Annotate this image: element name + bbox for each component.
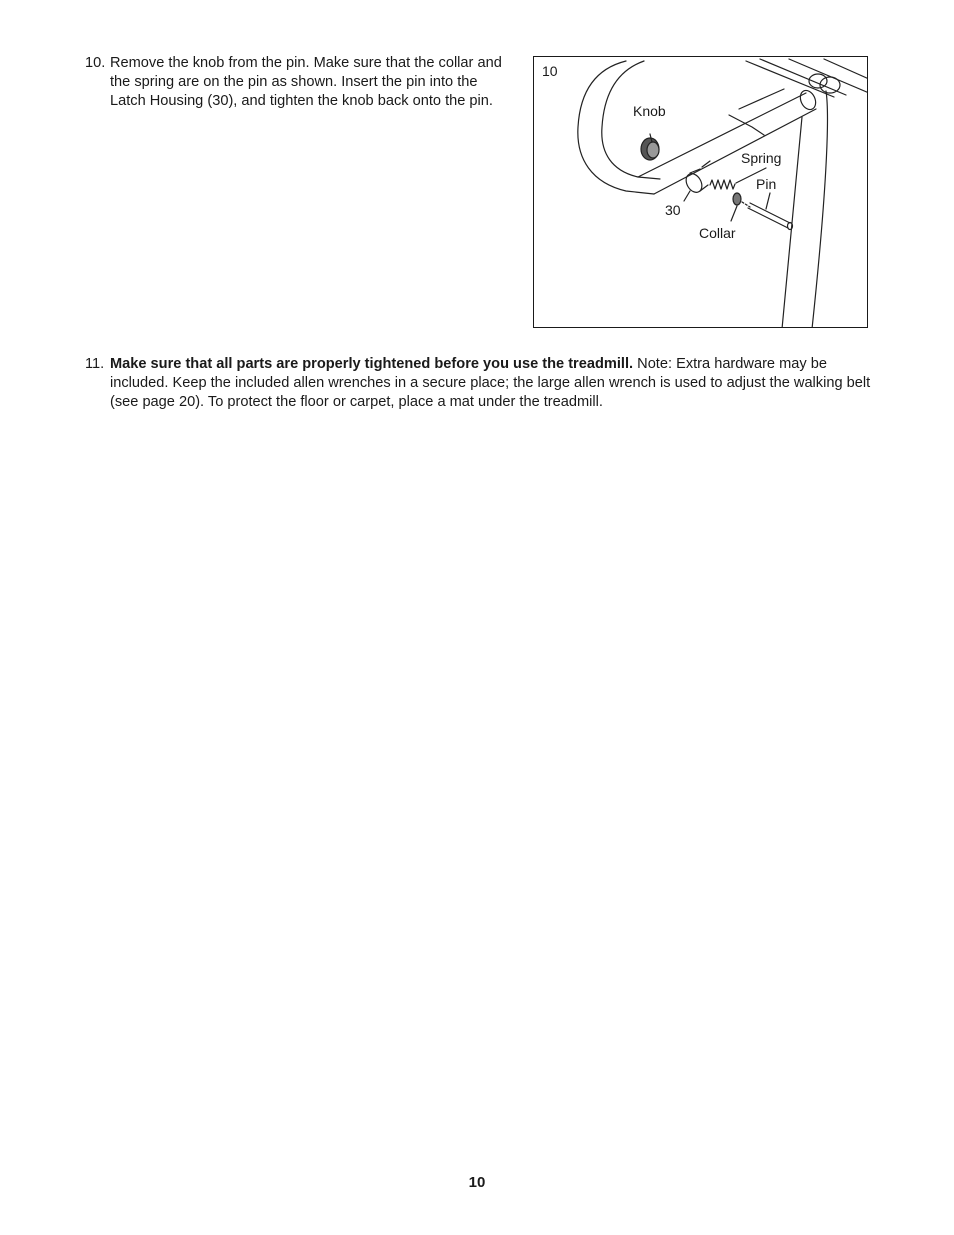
label-pin: Pin (756, 176, 777, 192)
figure-number: 10 (542, 63, 558, 79)
step-text (110, 355, 875, 413)
step-bold-text: Make sure that all parts are properly tightened before you use the treadmill. (110, 356, 634, 372)
step-number: 11. (85, 356, 105, 372)
step-number: 10. (85, 55, 106, 71)
page-number: 10 (468, 1174, 486, 1191)
step-note-text: Note: Extra hardware may be included. Keep the included allen wrenches in a secure place; the large allen wrench is used to adjust the walking belt (see page 20). To protect the floor or carpet, place a mat under the treadmill. (110, 356, 871, 411)
step-10 (85, 54, 505, 134)
label-collar: Collar (699, 225, 736, 241)
label-spring: Spring (741, 150, 782, 166)
step-11 (85, 355, 875, 415)
label-part-30: 30 (665, 202, 681, 218)
assembly-drawing (534, 57, 868, 328)
assembly-figure (533, 56, 868, 328)
step-text: Remove the knob from the pin. Make sure that the collar and the spring are on the pin as shown. Insert the pin into the Latch Housing (30), and tighten the knob back onto the pin. (110, 55, 502, 110)
label-knob: Knob (633, 103, 666, 119)
